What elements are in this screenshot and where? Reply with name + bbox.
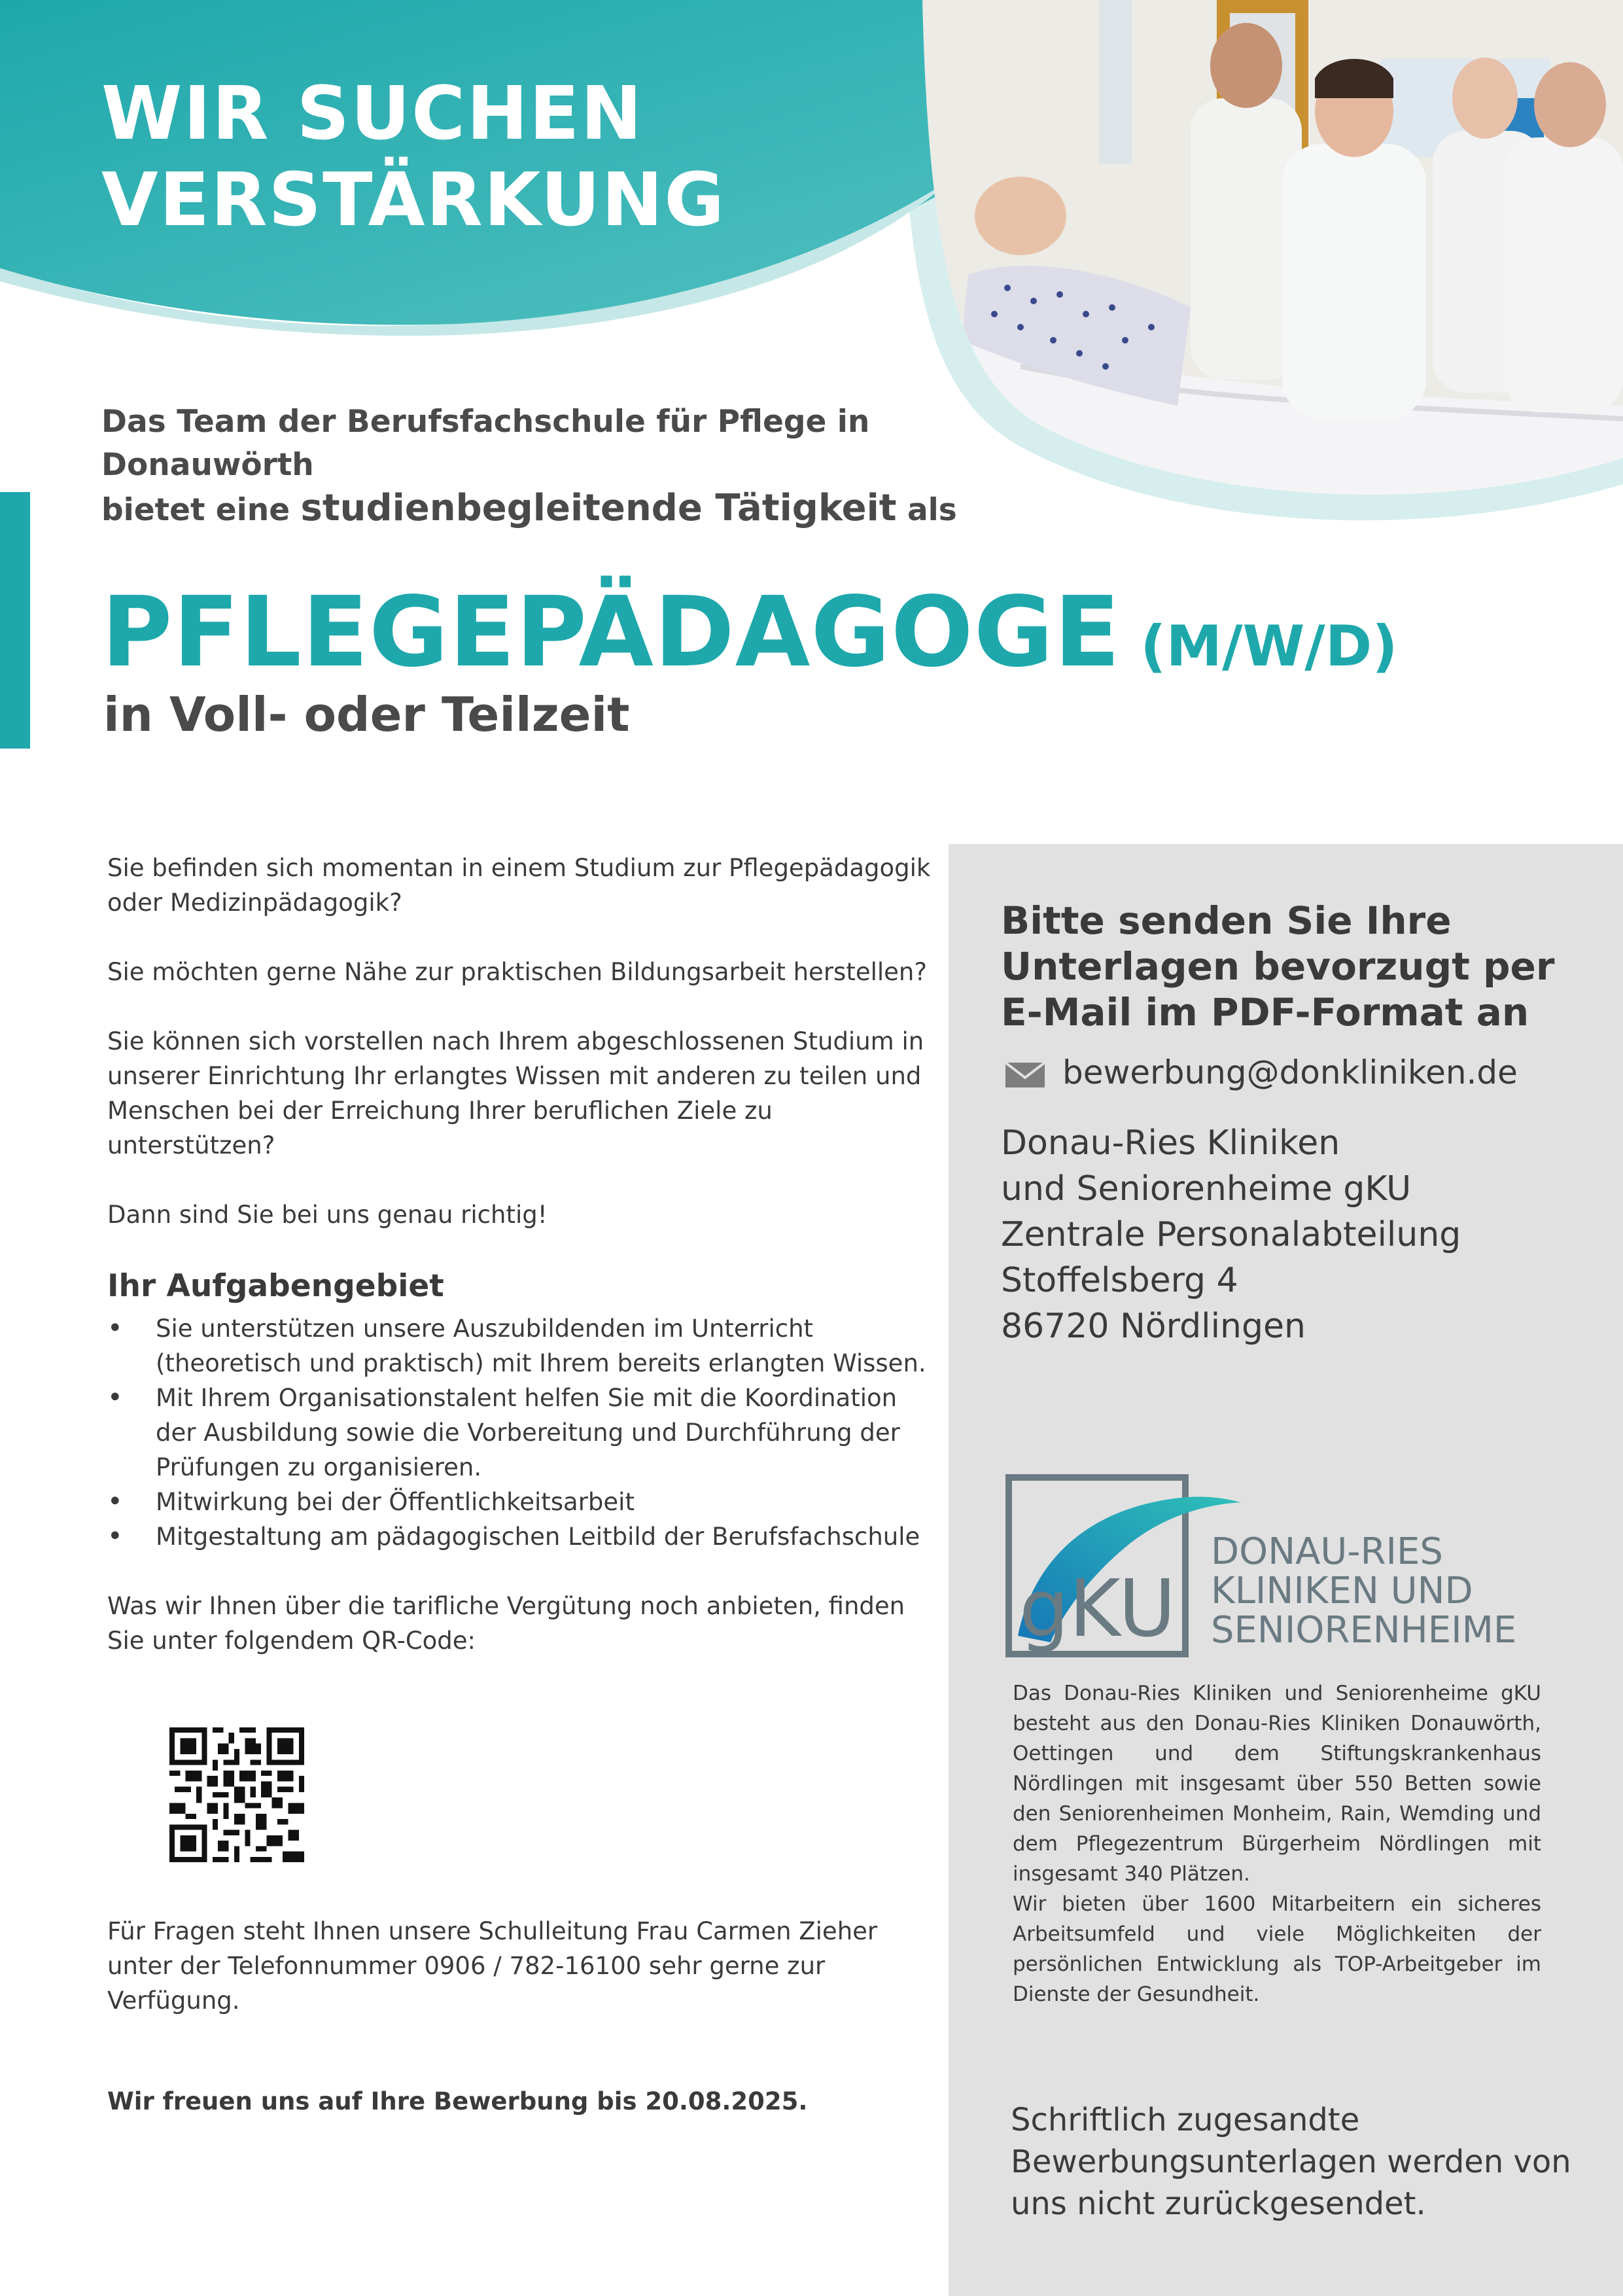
send-heading [1001,898,1590,1035]
postal-address [1001,1120,1461,1349]
paragraph: Sie möchten gerne Nähe zur praktischen Bildungsarbeit herstellen? [107,958,927,986]
tasks-list [107,1311,932,1554]
logo-line3: SENIORENHEIME [1211,1609,1517,1651]
logo-mark: gKU [1019,1564,1176,1655]
intro-line2-emphasis: studienbegleitende Tätigkeit [300,487,897,529]
org-paragraph: Das Donau-Ries Kliniken und Seniorenheime gKU besteht aus den Donau-Ries Kliniken Donauwörth, Oettingen und dem Stiftungskrankenhaus Nördlingen mit insgesamt über 550 Betten sowie den Seniorenheimen Monheim, Rain, Wemding und dem Pflegezentrum Bürgerheim Nördlingen mit insgesamt 340 Plätzen. [1013,1682,1541,1886]
task-item: • Mitwirkung bei der Öffentlichkeitsarbeit [107,1485,932,1519]
paragraph: Sie können sich vorstellen nach Ihrem abgeschlossenen Studium in unserer Einrichtung Ihr erlangtes Wissen mit anderen zu teilen und Menschen bei der Erreichung Ihrer beruflichen Ziele zu unterstützen? [107,1027,924,1159]
hero-title [101,71,725,243]
donau-ries-logo [1005,1472,1567,1662]
qr-code-icon[interactable] [169,1727,304,1862]
org-paragraph: Wir bieten über 1600 Mitarbeitern ein sicheres Arbeitsumfeld und viele Möglichkeiten der persönlichen Entwicklung als TOP-Arbeitgeber im Dienste der Gesundheit. [1013,1892,1541,2006]
intro-text [101,400,1017,532]
questions-text: Für Fragen steht Ihnen unsere Schulleitung Frau Carmen Zieher unter der Telefonnummer 0906 / 782-16100 sehr gerne zur Verfügung. [107,1917,878,2015]
job-title-main: PFLEGEPÄDAGOGE [101,576,1121,688]
logo-line1: DONAU-RIES [1211,1530,1443,1573]
tasks-heading: Ihr Aufgabengebiet [107,1268,444,1304]
send-heading-line3: E-Mail im PDF-Format an [1001,990,1529,1034]
envelope-icon [1005,1062,1045,1088]
send-heading-line2: Unterlagen bevorzugt per [1001,944,1555,989]
intro-line1: Das Team der Berufsfachschule für Pflege in Donauwörth [101,404,870,483]
send-heading-line1: Bitte senden Sie Ihre [1001,898,1452,943]
qr-intro: Was wir Ihnen über die tarifliche Vergütung noch anbieten, finden Sie unter folgendem QR-Code: [107,1592,905,1655]
job-title [101,576,1398,688]
accent-bar [0,492,30,749]
address-line: Donau-Ries Kliniken [1001,1123,1340,1163]
email-link[interactable]: bewerbung@donkliniken.de [1062,1053,1518,1091]
job-title-suffix: (M/W/D) [1140,614,1398,679]
address-line: und Seniorenheime gKU [1001,1169,1412,1209]
email-row [1005,1053,1518,1091]
intro-line2-suffix: als [907,492,957,528]
job-description [107,851,932,1693]
hero-title-line1: WIR SUCHEN [101,71,644,156]
address-line: 86720 Nördlingen [1001,1307,1306,1346]
closing-text: Wir freuen uns auf Ihre Bewerbung bis 20.08.2025. [107,2087,808,2115]
job-subtitle: in Voll- oder Teilzeit [103,687,630,742]
organization-description [1013,1678,1541,2009]
task-item: • Sie unterstützen unsere Auszubildenden im Unterricht (theoretisch und praktisch) mit Ihrem bereits erlangten Wissen. [107,1311,932,1381]
address-line: Zentrale Personalabteilung [1001,1215,1461,1254]
paragraph: Sie befinden sich momentan in einem Studium zur Pflegepädagogik oder Medizinpädagogik? [107,854,931,917]
disclaimer-text: Schriftlich zugesandte Bewerbungsunterlagen werden von uns nicht zurückgesendet. [1011,2102,1571,2222]
paragraph: Dann sind Sie bei uns genau richtig! [107,1201,548,1229]
address-line: Stoffelsberg 4 [1001,1261,1238,1300]
task-item: • Mit Ihrem Organisationstalent helfen Sie mit die Koordination der Ausbildung sowie die Vorbereitung und Durchführung der Prüfungen zu organisieren. [107,1381,932,1485]
logo-line2: KLINIKEN UND [1211,1570,1473,1612]
intro-line2-prefix: bietet eine [101,492,290,528]
task-item: • Mitgestaltung am pädagogischen Leitbild der Berufsfachschule [107,1519,932,1554]
hero-title-line2: VERSTÄRKUNG [101,158,726,243]
